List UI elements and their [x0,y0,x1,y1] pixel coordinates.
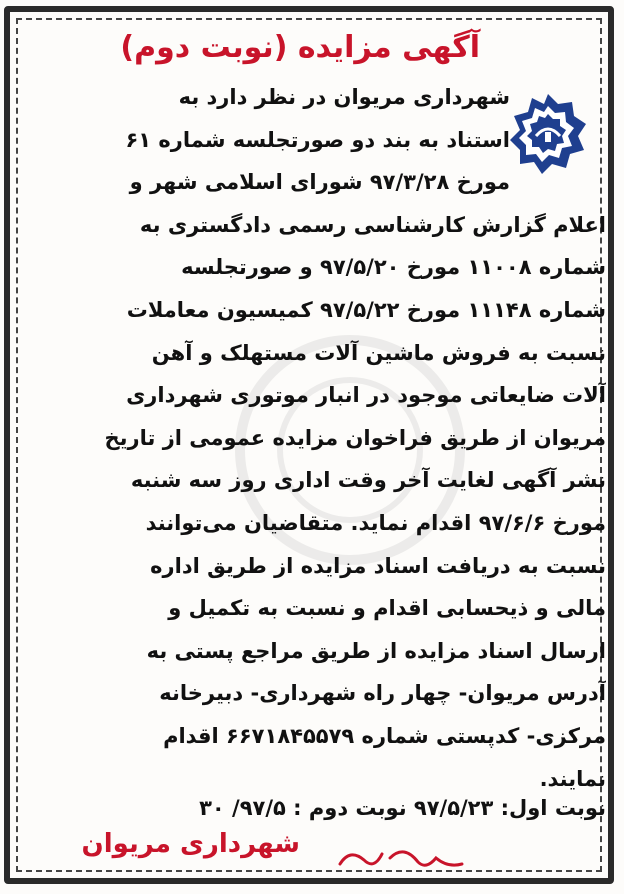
handwritten-mark-icon [330,834,470,878]
notice-line: مورخ ۹۷/۶/۶ اقدام نماید. متقاضیان می‌توانند [145,510,606,535]
notice-line: آلات ضایعاتی موجود در انبار موتوری شهرداری [126,383,606,408]
notice-line: نشر آگهی لغایت آخر وقت اداری روز سه شنبه [130,468,606,493]
notice-line: مالی و ذیحسابی اقدام و نسبت به تکمیل و [168,596,606,621]
notice-line: نسبت به دریافت اسناد مزایده از طریق اداره [150,553,606,578]
notice-line: نسبت به فروش ماشین آلات مستهلک و آهن [151,340,606,365]
notice-line: مرکزی- کدپستی شماره ۶۶۷۱۸۴۵۵۷۹ اقدام [163,723,606,748]
notice-line: شهرداری مریوان در نظر دارد به [178,85,510,109]
signature-text: شهرداری مریوان [81,829,300,859]
notice-title: آگهی مزایده (نوبت دوم) [120,30,480,65]
notice-line: شماره ۱۱۰۰۸ مورخ ۹۷/۵/۲۰ و صورتجلسه [181,255,606,280]
publication-dates: نوبت اول: ۹۷/۵/۲۳ نوبت دوم : ۹۷/۵/ ۳۰ [199,796,606,820]
notice-line: آدرس مریوان- چهار راه شهرداری- دبیرخانه [159,681,606,706]
notice-line: استناد به بند دو صورتجلسه شماره ۶۱ [125,127,510,152]
notice-line: نمایند. [539,766,606,791]
notice-line: ارسال اسناد مزایده از طریق مراجع پستی به [146,638,606,663]
notice-body [34,76,606,800]
notice-line: مورخ ۹۷/۳/۲۸ شورای اسلامی شهر و [129,170,510,195]
notice-line: شماره ۱۱۱۴۸ مورخ ۹۷/۵/۲۲ کمیسیون معاملات [126,297,606,322]
notice-line: اعلام گزارش کارشناسی رسمی دادگستری به [139,212,606,237]
notice-line: مریوان از طریق فراخوان مزایده عمومی از تاریخ [104,425,606,450]
